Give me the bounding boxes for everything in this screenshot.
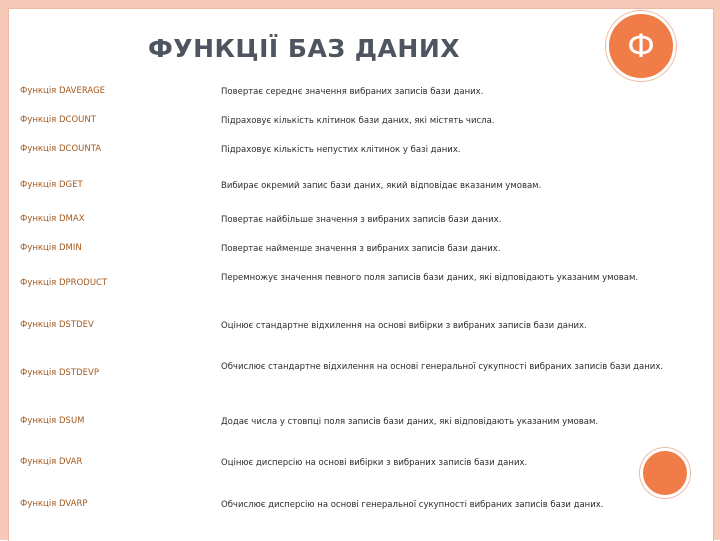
- function-description: Вибирає окремий запис бази даних, який відповідає вказаним умовам.: [221, 181, 542, 191]
- function-description: Обчислює дисперсію на основі генеральної сукупності вибраних записів бази даних.: [221, 500, 604, 510]
- badge-letter: Ф: [627, 27, 655, 65]
- function-name: Функція DSUM: [20, 416, 85, 426]
- function-description: Повертає середнє значення вибраних записів бази даних.: [221, 87, 484, 97]
- function-name: Функція DPRODUCT: [20, 278, 108, 288]
- function-name: Функція DSTDEV: [20, 320, 94, 330]
- function-name: Функція DSTDEVP: [20, 368, 99, 378]
- function-name: Функція DGET: [20, 180, 83, 190]
- function-name: Функція DMIN: [20, 243, 82, 253]
- function-name: Функція DVARP: [20, 499, 88, 509]
- function-description: Повертає найбільше значення з вибраних записів бази даних.: [221, 215, 502, 225]
- function-name: Функція DVAR: [20, 457, 83, 467]
- function-description: Додає числа у стовпці поля записів бази даних, які відповідають указаним умовам.: [221, 417, 599, 427]
- function-description: Підраховує кількість непустих клітинок у базі даних.: [221, 145, 461, 155]
- function-name: Функція DAVERAGE: [20, 86, 106, 96]
- function-description: Оцінює дисперсію на основі вибірки з вибраних записів бази даних.: [221, 458, 528, 468]
- function-name: Функція DCOUNTA: [20, 144, 102, 154]
- function-description: Обчислює стандартне відхилення на основі генеральної сукупності вибраних записів бази даних.: [221, 362, 664, 372]
- function-description: Підраховує кількість клітинок бази даних, які містять числа.: [221, 116, 495, 126]
- function-description: Перемножує значення певного поля записів бази даних, які відповідають указаним умовам.: [221, 273, 639, 283]
- function-name: Функція DCOUNT: [20, 115, 96, 125]
- function-name: Функція DMAX: [20, 214, 85, 224]
- function-description: Оцінює стандартне відхилення на основі вибірки з вибраних записів бази даних.: [221, 321, 587, 331]
- function-description: Повертає найменше значення з вибраних записів бази даних.: [221, 244, 501, 254]
- page-title: ФУНКЦІЇ БАЗ ДАНИХ: [148, 34, 461, 63]
